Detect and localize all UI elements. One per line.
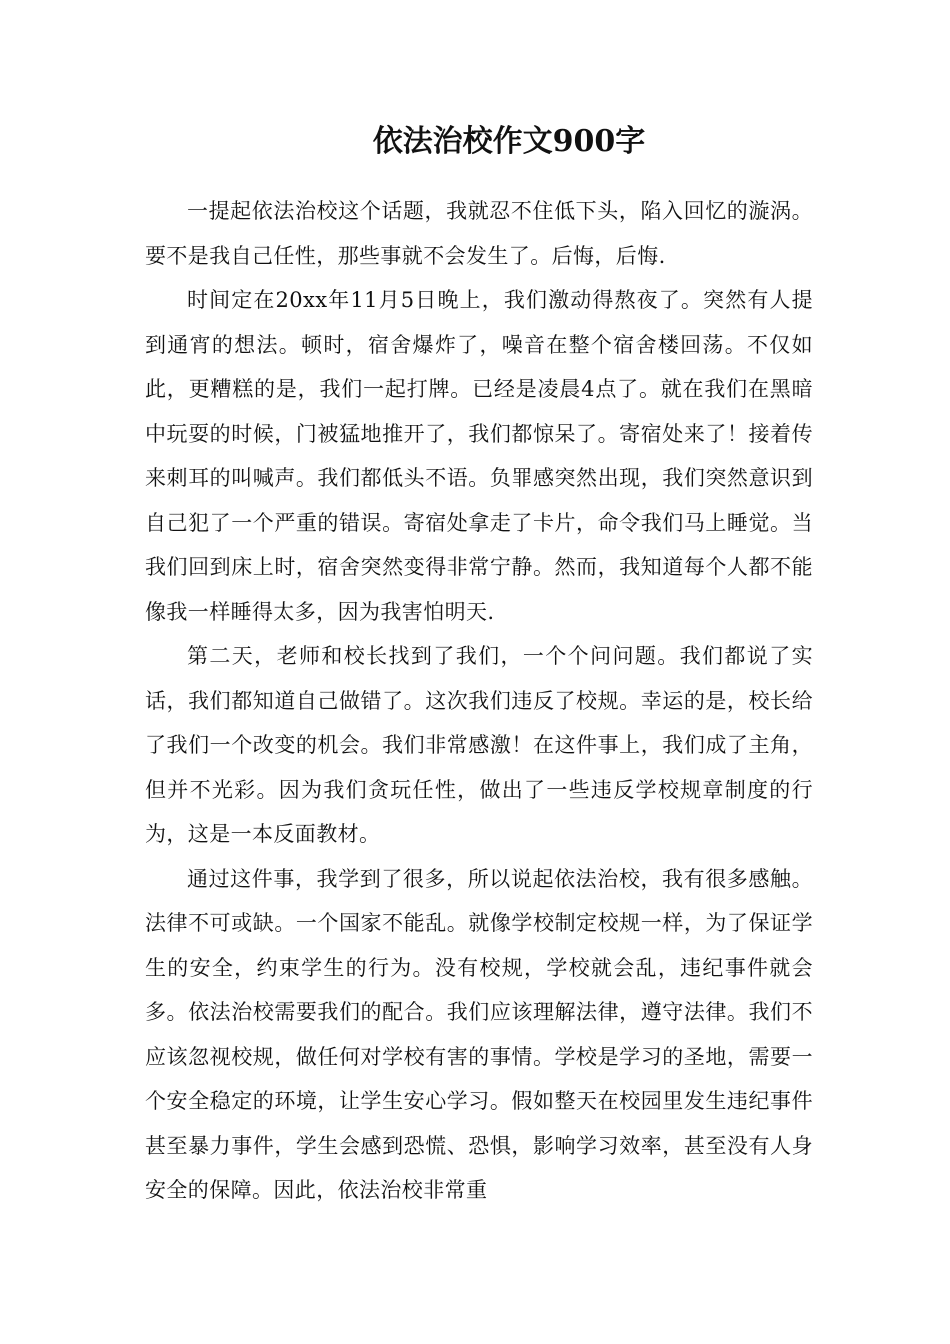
document-title: 依法治校作文900字 xyxy=(372,124,646,159)
paragraph-4: 通过这件事，我学到了很多，所以说起依法治校，我有很多感触。法律不可或缺。一个国家不能乱。就像学校制定校规一样，为了保证学生的安全，约束学生的行为。没有校规，学校就会乱，违纪事件就会多。依法治校需要我们的配合。我们应该理解法律，遵守法律。我们不应该忽视校规，做任何对学校有害的事情。学校是学习的圣地，需要一个安全稳定的环境，让学生安心学习。假如整天在校园里发生违纪事件甚至暴力事件，学生会感到恐慌、恐惧，影响学习效率，甚至没有人身安全的保障。因此，依法治校非常重 xyxy=(145,866,813,1202)
document-body xyxy=(145,189,813,1213)
paragraph-3: 第二天，老师和校长找到了我们，一个个问问题。我们都说了实话，我们都知道自己做错了。这次我们违反了校规。幸运的是，校长给了我们一个改变的机会。我们非常感激！在这件事上，我们成了主角，但并不光彩。因为我们贪玩任性，做出了一些违反学校规章制度的行为，这是一本反面教材。 xyxy=(145,644,813,846)
paragraph-2: 时间定在20xx年11月5日晚上，我们激动得熬夜了。突然有人提到通宵的想法。顿时，宿舍爆炸了，噪音在整个宿舍楼回荡。不仅如此，更糟糕的是，我们一起打牌。已经是凌晨4点了。就在我们在黑暗中玩耍的时候，门被猛地推开了，我们都惊呆了。寄宿处来了！接着传来刺耳的叫喊声。我们都低头不语。负罪感突然出现，我们突然意识到自己犯了一个严重的错误。寄宿处拿走了卡片，命令我们马上睡觉。当我们回到床上时，宿舍突然变得非常宁静。然而，我知道每个人都不能像我一样睡得太多，因为我害怕明天. xyxy=(145,288,813,624)
paragraph-1: 一提起依法治校这个话题，我就忍不住低下头，陷入回忆的漩涡。要不是我自己任性，那些事就不会发生了。后悔，后悔. xyxy=(145,199,813,268)
